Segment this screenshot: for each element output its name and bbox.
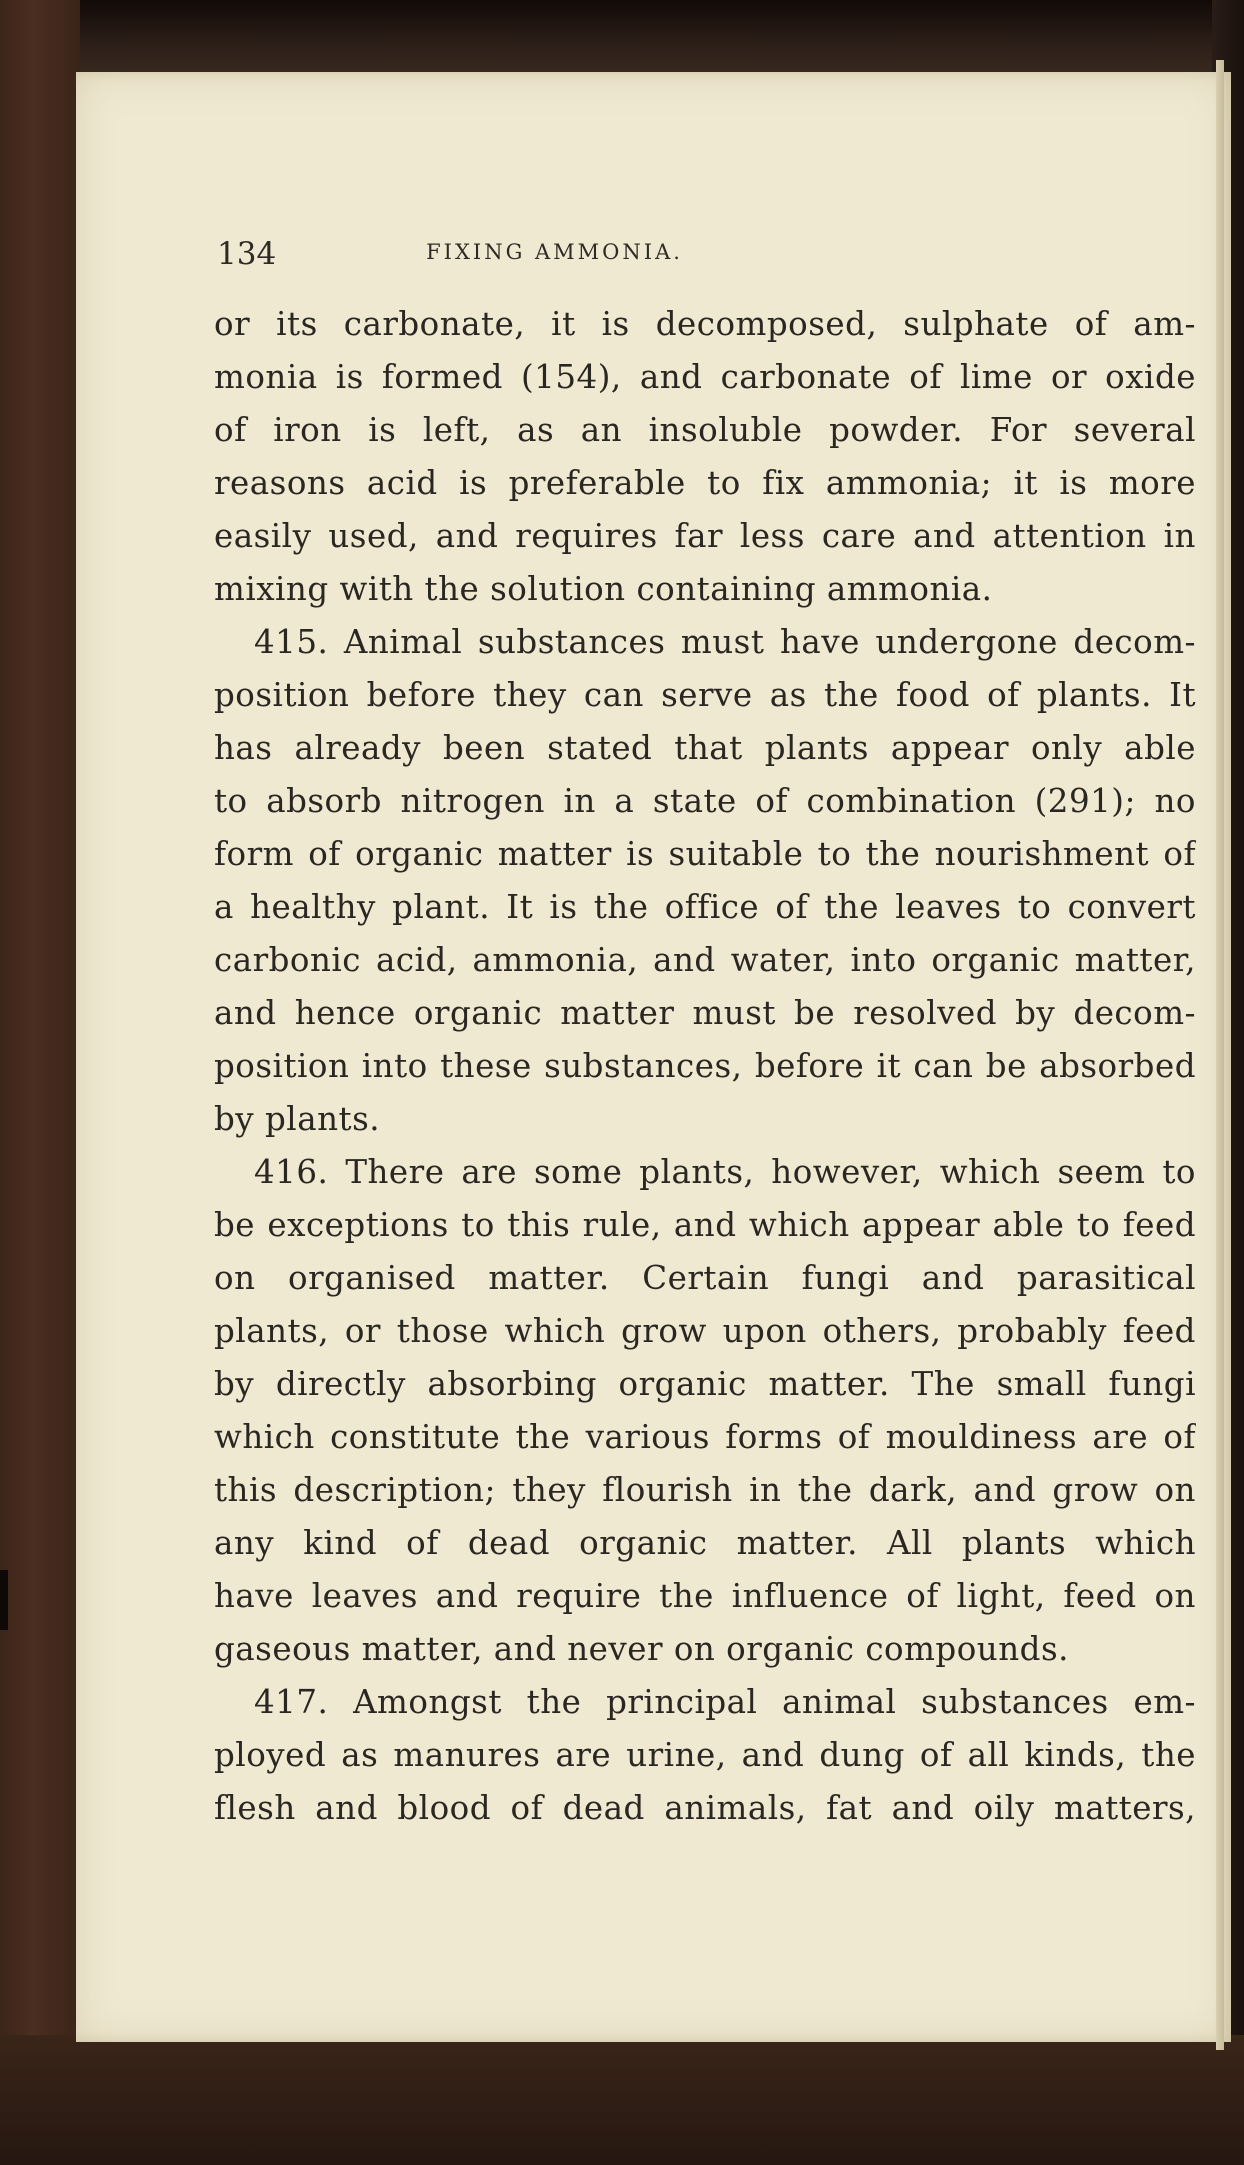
text-line: this description; they flourish in the dark, and grow on bbox=[214, 1471, 1196, 1509]
text-line: and hence organic matter must be resolved by decom- bbox=[214, 994, 1196, 1032]
text-line: on organised matter. Certain fungi and parasitical bbox=[214, 1259, 1196, 1297]
body-text bbox=[214, 298, 1204, 1835]
text-line: flesh and blood of dead animals, fat and oily matters, bbox=[214, 1789, 1196, 1827]
text-line: reasons acid is preferable to fix ammonia; it is more bbox=[214, 464, 1196, 502]
text-line: which constitute the various forms of mouldiness are of bbox=[214, 1418, 1196, 1456]
text-line: position before they can serve as the food of plants. It bbox=[214, 676, 1196, 714]
text-line: has already been stated that plants appear only able bbox=[214, 729, 1196, 767]
text-line: by directly absorbing organic matter. The small fungi bbox=[214, 1365, 1196, 1403]
text-line: position into these substances, before it can be absorbed bbox=[214, 1047, 1196, 1085]
text-line: carbonic acid, ammonia, and water, into organic matter, bbox=[214, 941, 1196, 979]
page-header bbox=[217, 236, 892, 276]
running-title: FIXING AMMONIA. bbox=[426, 240, 683, 264]
text-line: by plants. bbox=[214, 1100, 381, 1138]
scan-background-top bbox=[0, 0, 1244, 80]
text-line: 415. Animal substances must have undergone decom- bbox=[254, 623, 1196, 661]
text-line: monia is formed (154), and carbonate of lime or oxide bbox=[214, 358, 1196, 396]
text-line: form of organic matter is suitable to the nourishment of bbox=[214, 835, 1196, 873]
text-line: plants, or those which grow upon others, probably feed bbox=[214, 1312, 1196, 1350]
scan-background-bottom bbox=[0, 2035, 1244, 2165]
text-line: gaseous matter, and never on organic compounds. bbox=[214, 1630, 1069, 1668]
text-line: have leaves and require the influence of light, feed on bbox=[214, 1577, 1196, 1615]
text-line: be exceptions to this rule, and which appear able to feed bbox=[214, 1206, 1196, 1244]
text-line: a healthy plant. It is the office of the leaves to convert bbox=[214, 888, 1196, 926]
text-line: any kind of dead organic matter. All plants which bbox=[214, 1524, 1196, 1562]
text-line: 417. Amongst the principal animal substances em- bbox=[254, 1683, 1196, 1721]
text-line: easily used, and requires far less care and attention in bbox=[214, 517, 1196, 555]
text-line: of iron is left, as an insoluble powder. For several bbox=[214, 411, 1196, 449]
page-edge bbox=[1216, 60, 1224, 2050]
text-line: 416. There are some plants, however, which seem to bbox=[254, 1153, 1196, 1191]
text-line: to absorb nitrogen in a state of combination (291); no bbox=[214, 782, 1196, 820]
scan-background-left bbox=[0, 0, 80, 2165]
page-number: 134 bbox=[217, 236, 277, 272]
binding-mark bbox=[0, 1570, 8, 1630]
text-line: or its carbonate, it is decomposed, sulphate of am- bbox=[214, 305, 1196, 343]
text-line: mixing with the solution containing ammonia. bbox=[214, 570, 993, 608]
text-line: ployed as manures are urine, and dung of all kinds, the bbox=[214, 1736, 1196, 1774]
